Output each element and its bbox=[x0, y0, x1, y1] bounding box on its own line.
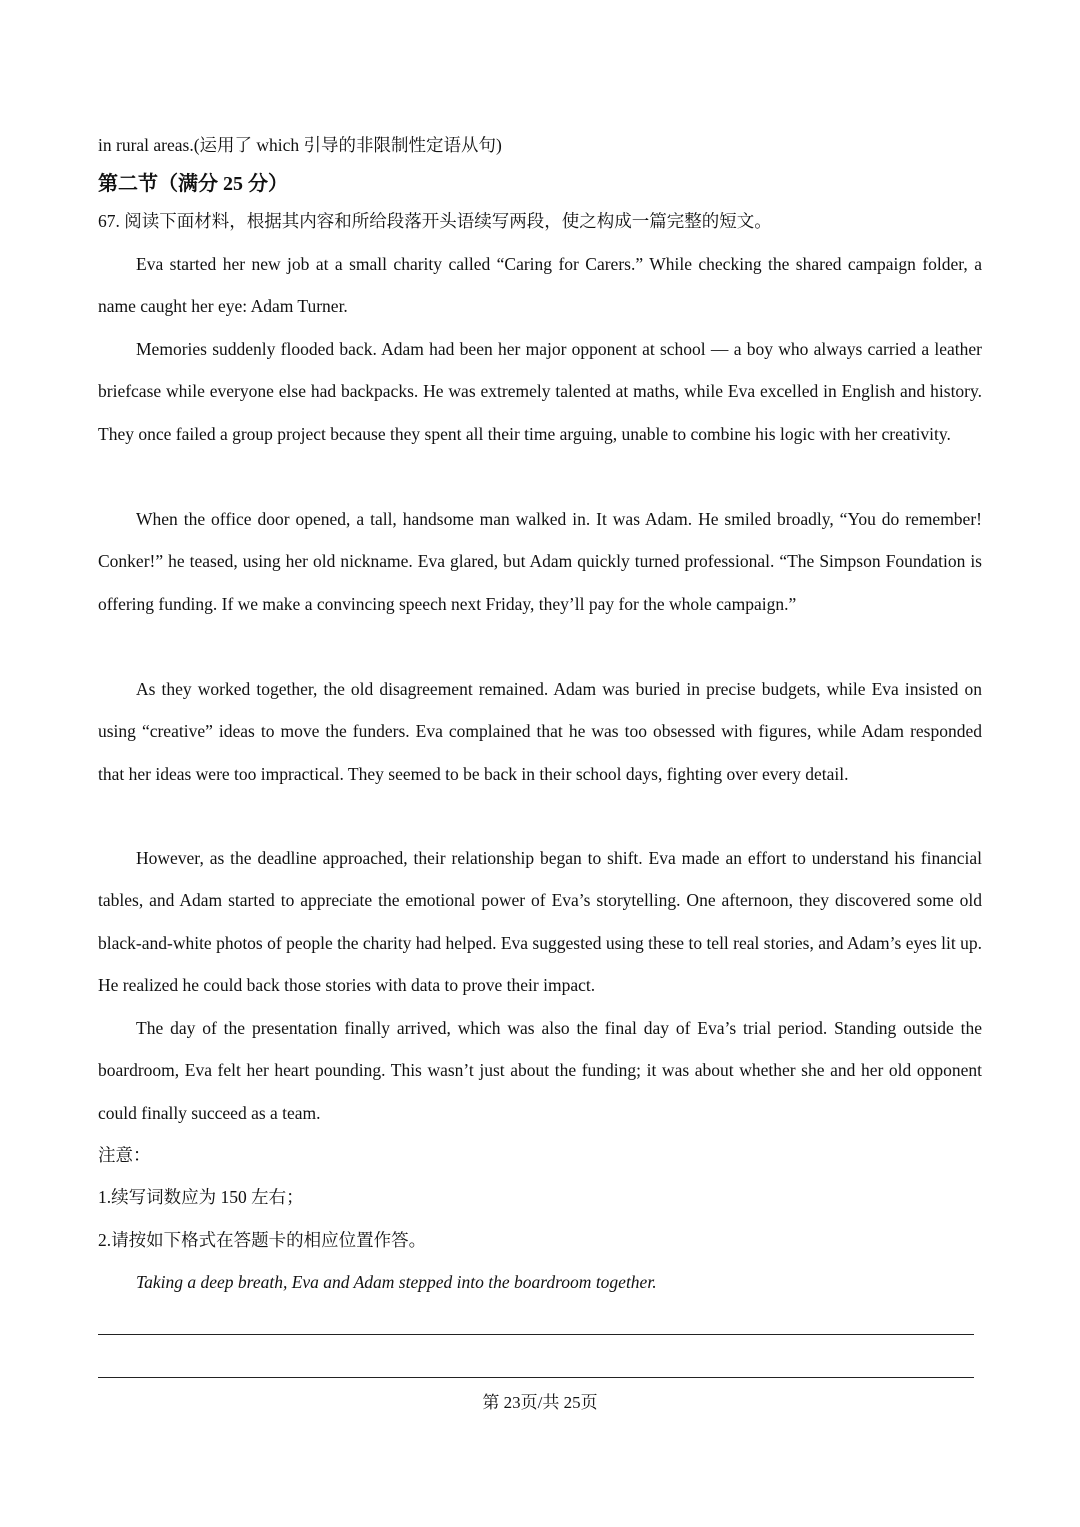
story-paragraph-6: The day of the presentation finally arrived, which was also the final day of Eva’s trial period. Standing outside the boardroom, Eva felt her heart pounding. This wasn’t just about the funding; it was about whether she and her old opponent could finally succeed as a team. bbox=[98, 1018, 982, 1123]
question-prompt: 67. 阅读下面材料，根据其内容和所给段落开头语续写两段，使之构成一篇完整的短文。 bbox=[98, 211, 772, 231]
story-paragraph-5: However, as the deadline approached, their relationship began to shift. Eva made an effort to understand his financial tables, and Adam started to appreciate the emotional power of Eva’s storytelling. One afternoon, they discovered some old black-and-white photos of people the charity had helped. Eva suggested using these to tell real stories, and Adam’s eyes lit up. He realized he could back those stories with data to prove their impact. bbox=[98, 848, 983, 996]
page-footer: 第 23页/共 25页 bbox=[482, 1393, 598, 1412]
note-item-2: 2.请按如下格式在答题卡的相应位置作答。 bbox=[98, 1230, 427, 1250]
answer-line-2 bbox=[98, 1377, 974, 1378]
story-paragraph-2: Memories suddenly flooded back. Adam had been her major opponent at school — a boy who always carried a leather briefcase while everyone else had backpacks. He was extremely talented at maths, while Eva excelled in English and history. They once failed a group project because they spent all their time arguing, unable to combine his logic with her creativity. bbox=[98, 339, 982, 444]
story-paragraph-1: Eva started her new job at a small charity called “Caring for Carers.” While checking the shared campaign folder, a name caught her eye: Adam Turner. bbox=[98, 254, 982, 317]
answer-line-1 bbox=[98, 1334, 974, 1335]
notes-heading: 注意： bbox=[98, 1145, 151, 1165]
story-paragraph-4: As they worked together, the old disagreement remained. Adam was buried in precise budgets, while Eva insisted on using “creative” ideas to move the funders. Eva complained that he was too obsessed with figures, while Adam responded that her ideas were too impractical. They seemed to be back in their school days, fighting over every detail. bbox=[98, 679, 982, 784]
story-paragraph-3: When the office door opened, a tall, handsome man walked in. It was Adam. He smiled broadly, “You do remember! Conker!” he teased, using her old nickname. Eva glared, but Adam quickly turned professional. “The Simpson Foundation is offering funding. If we make a convincing speech next Friday, they’ll pay for the whole campaign.” bbox=[98, 509, 982, 614]
intro-line: in rural areas.(运用了 which 引导的非限制性定语从句) bbox=[98, 135, 502, 155]
section-title: 第二节（满分 25 分） bbox=[98, 173, 288, 195]
continuation-start-sentence: Taking a deep breath, Eva and Adam stepped into the boardroom together. bbox=[136, 1272, 657, 1292]
note-item-1: 1.续写词数应为 150 左右； bbox=[98, 1187, 304, 1207]
